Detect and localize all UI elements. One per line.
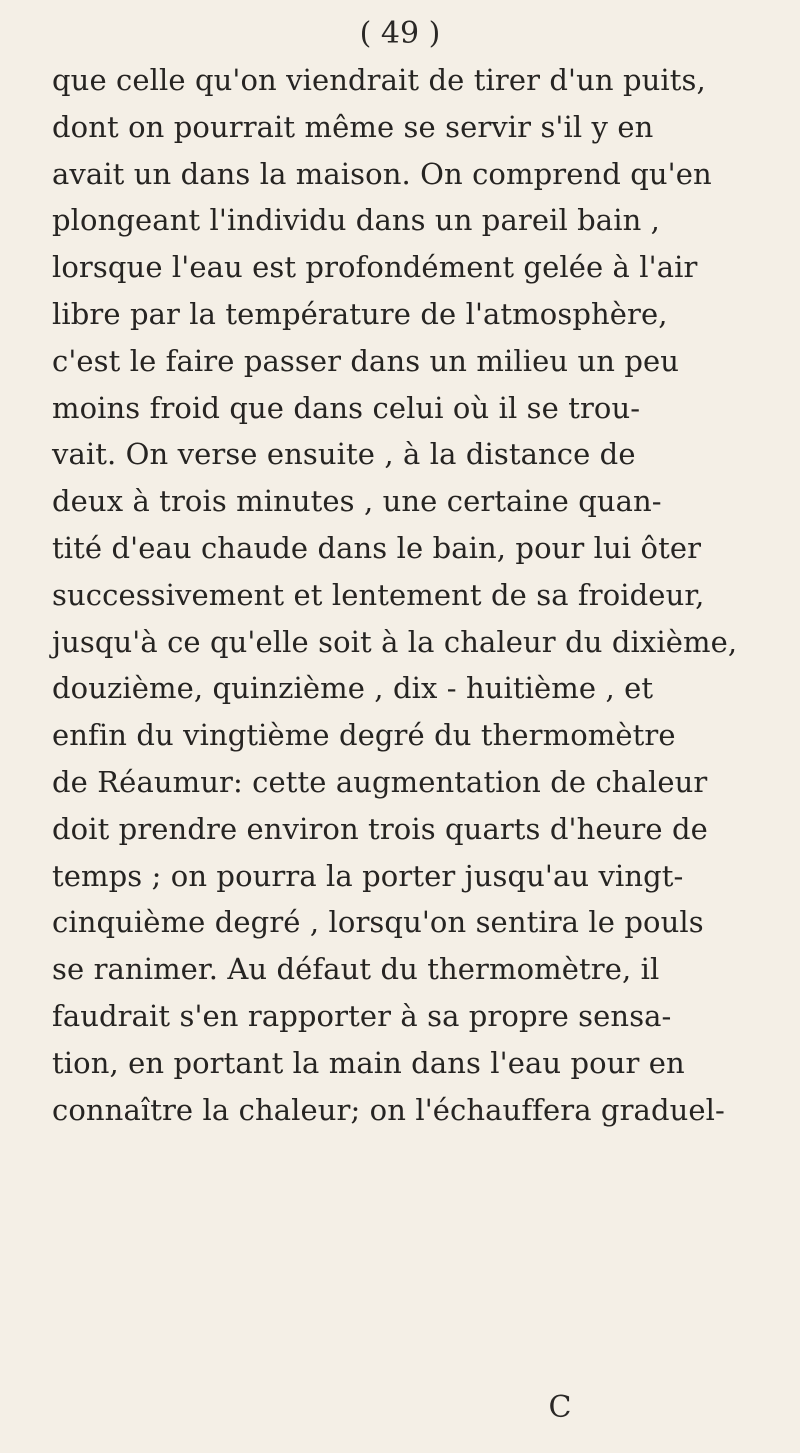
text-line: se ranimer. Au défaut du thermomètre, il <box>52 952 660 987</box>
body-text <box>52 57 792 1133</box>
text-line: faudrait s'en rapporter à sa propre sensa- <box>52 998 672 1033</box>
text-line: douzième, quinzième , dix - huitième , et <box>52 671 654 706</box>
text-line: avait un dans la maison. On comprend qu'en <box>52 156 712 191</box>
text-line: enfin du vingtième degré du thermomètre <box>52 718 676 753</box>
text-line: successivement et lentement de sa froideur, <box>52 577 705 612</box>
text-line: plongeant l'individu dans un pareil bain , <box>52 203 660 238</box>
text-line: dont on pourrait même se servir s'il y en <box>52 109 654 144</box>
text-line: connaître la chaleur; on l'échauffera graduel- <box>52 1092 725 1127</box>
text-line: de Réaumur: cette augmentation de chaleur <box>52 764 708 799</box>
text-line: que celle qu'on viendrait de tirer d'un puits, <box>52 63 706 97</box>
text-line: moins froid que dans celui où il se trou- <box>52 390 641 425</box>
text-line: tion, en portant la main dans l'eau pour en <box>52 1045 685 1080</box>
page-number: ( 49 ) <box>359 16 441 51</box>
text-line: lorsque l'eau est profondément gelée à l'air <box>52 250 698 285</box>
text-line: jusqu'à ce qu'elle soit à la chaleur du dixième, <box>52 624 738 659</box>
text-line: deux à trois minutes , une certaine quan- <box>52 484 662 519</box>
text-line: tité d'eau chaude dans le bain, pour lui ôter <box>52 530 702 565</box>
text-line: libre par la température de l'atmosphère, <box>52 296 668 331</box>
text-line: temps ; on pourra la porter jusqu'au vingt- <box>52 858 684 893</box>
text-line: vait. On verse ensuite , à la distance de <box>52 437 636 472</box>
signature-mark: C <box>548 1390 572 1425</box>
text-line: cinquième degré , lorsqu'on sentira le pouls <box>52 905 704 940</box>
text-line: c'est le faire passer dans un milieu un peu <box>52 343 680 378</box>
text-line: doit prendre environ trois quarts d'heure de <box>52 811 708 846</box>
